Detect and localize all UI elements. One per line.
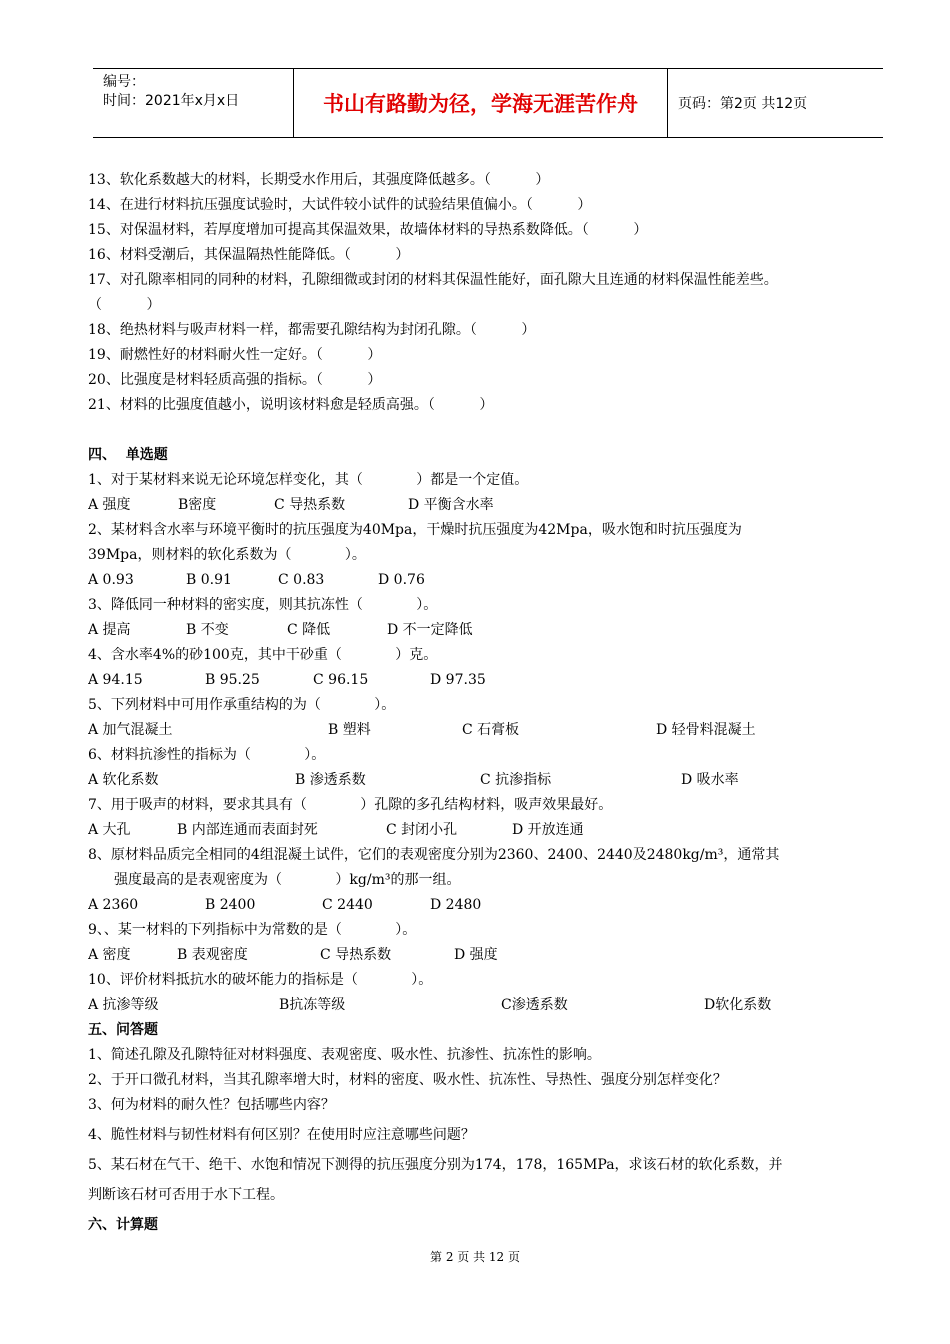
question-3: 3、降低同一种材料的密实度，则其抗冻性（ ）。	[88, 597, 438, 613]
option: B 不变	[186, 622, 229, 638]
option: A 提高	[88, 622, 131, 638]
option: A 大孔	[88, 822, 131, 838]
option: C 0.83	[278, 572, 325, 588]
judge-item: 18、绝热材料与吸声材料一样，都需要孔隙结构为封闭孔隙。（ ）	[88, 322, 536, 338]
question-2-options	[88, 568, 908, 593]
question-10: 10、评价材料抵抗水的破坏能力的指标是（ ）。	[88, 972, 433, 988]
qa-item: 5、某石材在气干、绝干、水饱和情况下测得的抗压强度分别为174，178，165MPa，求该石材的软化系数，并	[88, 1157, 783, 1173]
option: B 95.25	[205, 672, 260, 688]
option: B 内部连通而表面封死	[177, 822, 318, 838]
option: B 2400	[205, 897, 256, 913]
question-9: 9、、某一材料的下列指标中为常数的是（ ）。	[88, 922, 417, 938]
qa-item: 1、简述孔隙及孔隙特征对材料强度、表观密度、吸水性、抗渗性、抗冻性的影响。	[88, 1047, 601, 1063]
question-9-options	[88, 943, 908, 968]
option: D 97.35	[430, 672, 486, 688]
option: A 94.15	[88, 672, 143, 688]
section5-title: 五、问答题	[88, 1022, 158, 1038]
option: A 强度	[88, 497, 131, 513]
number-label: 编号：	[103, 74, 145, 90]
section6-title: 六、计算题	[88, 1217, 158, 1233]
question-7: 7、用于吸声的材料，要求其具有（ ）孔隙的多孔结构材料，吸声效果最好。	[88, 797, 613, 813]
option: A 加气混凝土	[88, 722, 173, 738]
option: A 抗渗等级	[88, 997, 159, 1013]
question-6-options	[88, 768, 908, 793]
question-4-options	[88, 668, 908, 693]
option: C 2440	[322, 897, 373, 913]
question-8-options	[88, 893, 908, 918]
option: C 降低	[287, 622, 331, 638]
option: C 96.15	[313, 672, 369, 688]
option: D 0.76	[378, 572, 425, 588]
page-footer: 第 2 页 共 12 页	[430, 1250, 520, 1264]
question-1-options	[88, 493, 908, 518]
document-body	[88, 168, 908, 1243]
option: A 软化系数	[88, 772, 159, 788]
question-8-cont: 强度最高的是表观密度为（ ）kg/m³的那一组。	[114, 872, 461, 888]
option: D 强度	[454, 947, 498, 963]
option: B密度	[178, 497, 217, 513]
option: D 轻骨料混凝土	[656, 722, 756, 738]
judge-item: 13、软化系数越大的材料，长期受水作用后，其强度降低越多。（ ）	[88, 172, 550, 188]
question-2: 2、某材料含水率与环境平衡时的抗压强度为40Mpa，干燥时抗压强度为42Mpa，吸水饱和时抗压强度为	[88, 522, 742, 538]
section4-title: 四、 单选题	[88, 447, 168, 463]
option: C 石膏板	[462, 722, 520, 738]
question-2-cont: 39Mpa，则材料的软化系数为（ ）。	[88, 547, 366, 563]
option: D 吸水率	[681, 772, 739, 788]
option: C 导热系数	[274, 497, 346, 513]
option: C渗透系数	[501, 997, 568, 1013]
question-1: 1、对于某材料来说无论环境怎样变化，其（ ）都是一个定值。	[88, 472, 529, 488]
question-4: 4、含水率4%的砂100克，其中干砂重（ ）克。	[88, 647, 438, 663]
question-8: 8、原材料品质完全相同的4组混凝土试件，它们的表观密度分别为2360、2400、2440及2480kg/m³，通常其	[88, 847, 780, 863]
judge-item: 17、对孔隙率相同的同种的材料，孔隙细微或封闭的材料其保温性能好，面孔隙大且连通的材料保温性能差些。	[88, 272, 778, 288]
qa-item: 2、于开口微孔材料，当其孔隙率增大时，材料的密度、吸水性、抗冻性、导热性、强度分别怎样变化？	[88, 1072, 727, 1088]
judge-item: 21、材料的比强度值越小，说明该材料愈是轻质高强。（ ）	[88, 397, 494, 413]
option: D软化系数	[704, 997, 772, 1013]
option: A 0.93	[88, 572, 134, 588]
time-label: 时间：2021年x月x日	[103, 93, 240, 109]
qa-item: 4、脆性材料与韧性材料有何区别？在使用时应注意哪些问题？	[88, 1127, 475, 1143]
question-5: 5、下列材料中可用作承重结构的为（ ）。	[88, 697, 396, 713]
header-page-info: 页码：第2页 共12页	[678, 96, 808, 112]
qa-item: 判断该石材可否用于水下工程。	[88, 1187, 284, 1203]
option: B抗冻等级	[279, 997, 346, 1013]
option: A 密度	[88, 947, 131, 963]
page-header	[93, 68, 883, 138]
option: A 2360	[88, 897, 139, 913]
option: C 抗渗指标	[480, 772, 552, 788]
option: B 表观密度	[177, 947, 248, 963]
judge-item: 15、对保温材料，若厚度增加可提高其保温效果，故墙体材料的导热系数降低。（ ）	[88, 222, 648, 238]
question-10-options	[88, 993, 908, 1018]
header-info	[93, 69, 294, 137]
option: D 不一定降低	[387, 622, 473, 638]
question-3-options	[88, 618, 908, 643]
judge-item: （ ）	[88, 297, 161, 313]
option: B 塑料	[328, 722, 371, 738]
option: D 平衡含水率	[408, 497, 494, 513]
option: D 开放连通	[512, 822, 584, 838]
judge-item: 20、比强度是材料轻质高强的指标。（ ）	[88, 372, 382, 388]
judge-item: 14、在进行材料抗压强度试验时，大试件较小试件的试验结果值偏小。（ ）	[88, 197, 592, 213]
option: C 导热系数	[320, 947, 392, 963]
judge-item: 16、材料受潮后，其保温隔热性能降低。（ ）	[88, 247, 410, 263]
question-6: 6、材料抗渗性的指标为（ ）。	[88, 747, 326, 763]
qa-item: 3、何为材料的耐久性？包括哪些内容？	[88, 1097, 335, 1113]
question-5-options	[88, 718, 908, 743]
option: B 渗透系数	[295, 772, 366, 788]
question-7-options	[88, 818, 908, 843]
header-motto: 书山有路勤为径，学海无涯苦作舟	[294, 69, 668, 137]
judge-item: 19、耐燃性好的材料耐火性一定好。（ ）	[88, 347, 382, 363]
option: B 0.91	[186, 572, 232, 588]
option: C 封闭小孔	[386, 822, 458, 838]
option: D 2480	[430, 897, 482, 913]
